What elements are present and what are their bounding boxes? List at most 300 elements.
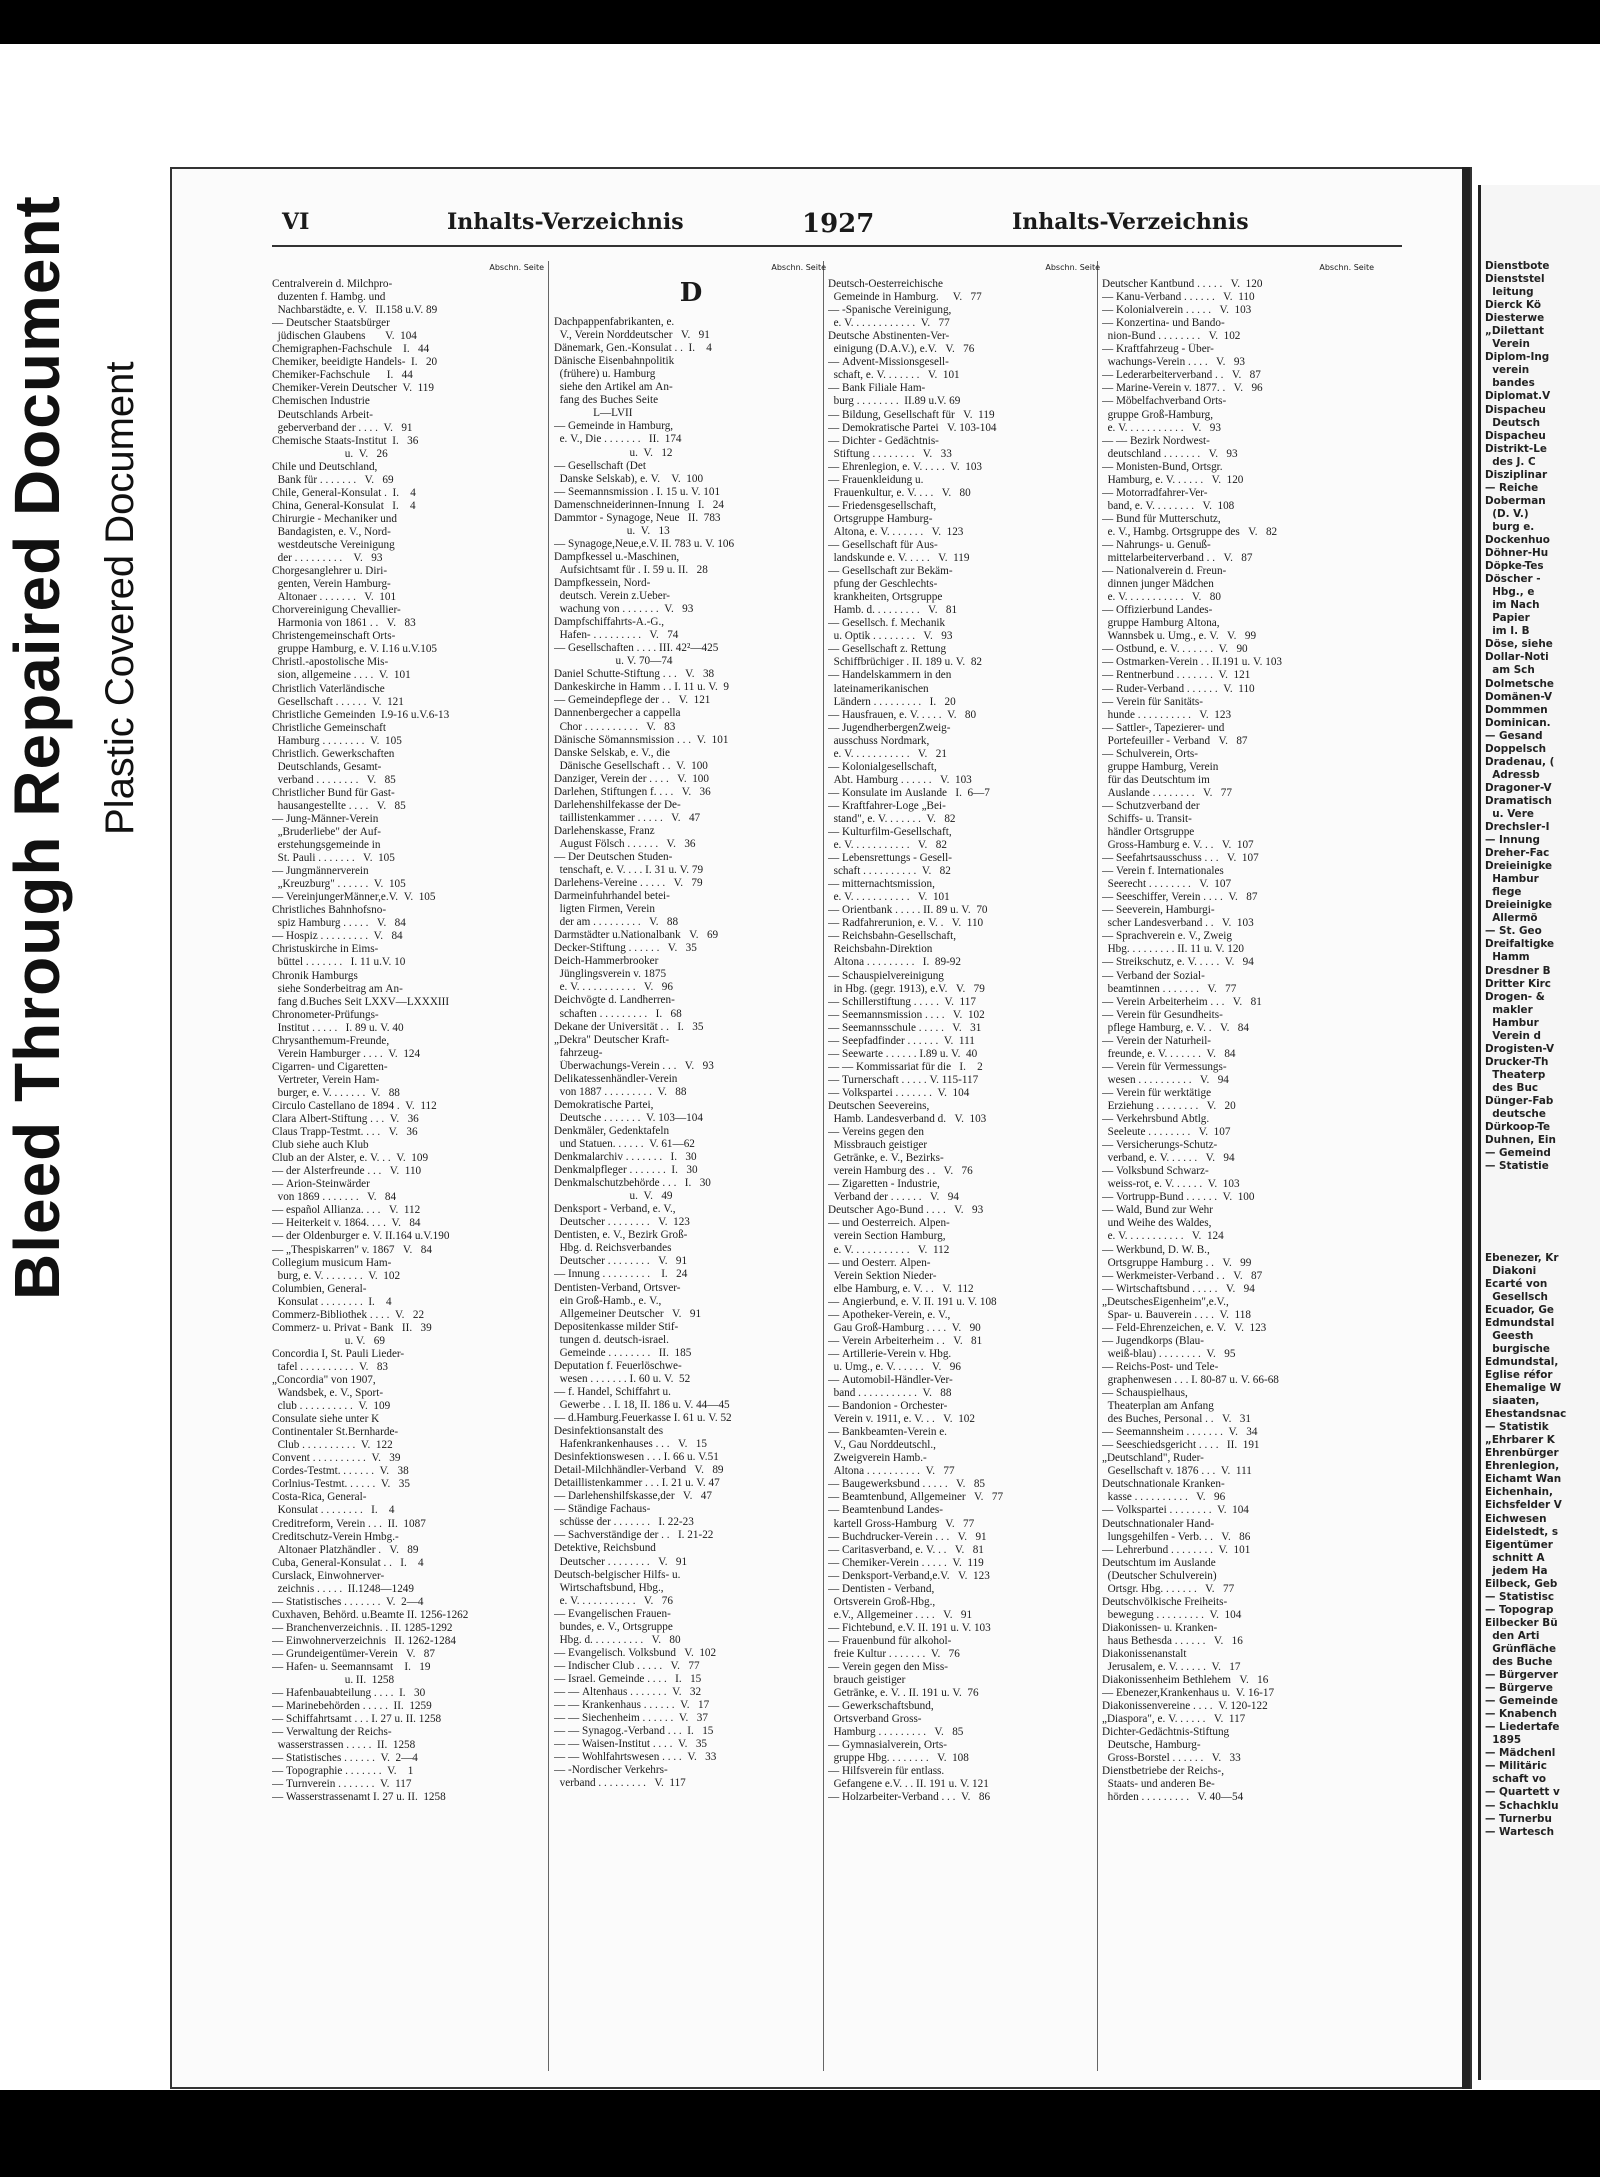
adjacent-entry: — Topograp — [1485, 1603, 1554, 1616]
index-entry: scher Landesverband . . V. 103 — [1102, 917, 1254, 930]
index-entry: Darlehenskasse, Franz — [554, 824, 655, 837]
index-entry: Dachpappenfabrikanten, e. — [554, 316, 675, 329]
index-entry: tenschaft, e. V. . . . I. 31 u. V. 79 — [554, 864, 704, 877]
index-entry: — Darlehenshilfskasse,der V. 47 — [554, 1490, 712, 1503]
adjacent-page — [1478, 185, 1600, 2080]
index-entry: — Arion-Steinwärder — [272, 1178, 370, 1191]
index-entry: tafel . . . . . . . . . . V. 83 — [272, 1360, 389, 1373]
index-entry: Hbg. d. . . . . . . . . . V. 80 — [554, 1633, 681, 1646]
index-entry: — Schauspielhaus, — [1102, 1387, 1188, 1400]
index-entry: — Jungmännerverein — [272, 865, 369, 878]
index-entry: — Frauenbund für alkohol- — [828, 1634, 952, 1647]
index-entry: — Verein Arbeiterheim . . V. 81 — [828, 1334, 983, 1347]
index-entry: — Schutzverband der — [1102, 799, 1200, 812]
index-entry: „Deutschland", Ruder- — [1102, 1452, 1204, 1465]
index-entry: Portefeuiller - Verband V. 87 — [1102, 734, 1248, 747]
index-entry: — Holzarbeiter-Verband . . . V. 86 — [828, 1791, 991, 1804]
adjacent-entry: Allermö — [1485, 912, 1538, 925]
index-entry: — Gemeindepflege der . . V. 121 — [554, 694, 711, 707]
index-entry: Deutsch-Oesterreichische — [828, 278, 943, 291]
index-entry: Delikatessenhändler-Verein — [554, 1072, 678, 1085]
index-entry: Hamburg . . . . . . . . . V. 85 — [828, 1726, 964, 1739]
adjacent-entry: Dominican. — [1485, 716, 1551, 729]
index-entry: wesen . . . . . . . . . . V. 94 — [1102, 1073, 1229, 1086]
index-entry: — Friedensgesellschaft, — [828, 499, 937, 512]
index-entry: Christliche Gemeinschaft — [272, 721, 387, 734]
adjacent-entry: Dienstbote — [1485, 260, 1550, 272]
adjacent-entry: — Schachklu — [1485, 1799, 1559, 1812]
index-entry: — der Oldenburger e. V. II.164 u.V.190 — [272, 1230, 450, 1243]
adjacent-entry: „Ehrbarer K — [1485, 1434, 1555, 1447]
index-entry: — Statistisches . . . . . . V. 2—4 — [272, 1752, 418, 1765]
index-entry: — Volkspartei . . . . . . . . V. 104 — [1102, 1504, 1249, 1517]
index-entry: — Dentisten - Verband, — [828, 1582, 935, 1595]
running-title-right: Inhalts-Verzeichnis — [1012, 209, 1249, 235]
index-entry: Bandagisten, e. V., Nord- — [272, 525, 391, 538]
index-entry: e. V. . . . . . . . . . . . V. 77 — [828, 317, 950, 330]
index-entry: in Hbg. (gegr. 1913), e.V. V. 79 — [828, 982, 985, 995]
index-entry: — Wasserstrassenamt I. 27 u. II. 1258 — [272, 1791, 446, 1804]
adjacent-entry: Eidelstedt, s — [1485, 1525, 1559, 1538]
index-entry: Dänische Sömannsmission . . . V. 101 — [554, 733, 729, 746]
header-rule — [272, 245, 1402, 247]
adjacent-entry: (D. V.) — [1485, 507, 1529, 520]
index-entry: „Bruderliebe" der Auf- — [272, 826, 381, 839]
index-entry: — Caritasverband, e. V. . . V. 81 — [828, 1543, 984, 1556]
index-entry: und Statuen. . . . . . V. 61—62 — [554, 1138, 695, 1150]
index-entry: Hamburg, e. V. . . . . . V. 120 — [1102, 473, 1244, 486]
adjacent-entry: Ehemalige W — [1485, 1382, 1562, 1395]
index-entry: — Dichter - Gedächtnis- — [828, 434, 939, 447]
index-entry: burg, e. V. . . . . . . . V. 102 — [272, 1269, 401, 1282]
index-entry: Altona . . . . . . . . . . V. 77 — [828, 1465, 955, 1478]
index-entry: Centralverein d. Milchpro- — [272, 278, 393, 291]
index-entry: — Kulturfilm-Gesellschaft, — [828, 826, 952, 839]
index-entry: wachungs-Verein . . . . V. 93 — [1102, 356, 1246, 369]
index-entry: lungsgehilfen - Verb. . . V. 86 — [1102, 1530, 1251, 1543]
stamp-plastic-covered: Plastic Covered Document — [98, 361, 142, 835]
index-entry: elbe Hamburg, e. V. . . V. 112 — [828, 1282, 974, 1295]
index-entry: Gemeinde in Hamburg. V. 77 — [828, 291, 982, 304]
index-entry: weiss-rot, e. V. . . . . . V. 103 — [1102, 1178, 1240, 1191]
index-entry: band, e. V. . . . . . . . V. 108 — [1102, 499, 1235, 512]
index-entry: tungen d. deutsch-israel. — [554, 1333, 669, 1346]
running-head — [262, 205, 1452, 239]
index-entry: Chile und Deutschland, — [272, 460, 378, 473]
adjacent-entry — [1485, 1239, 1600, 1252]
index-entry: Christengemeinschaft Orts- — [272, 630, 396, 643]
index-entry: e. V. . . . . . . . . . . V. 80 — [1102, 591, 1221, 604]
index-entry: büttel . . . . . . . I. 11 u.V. 10 — [272, 956, 406, 969]
index-entry: burger, e. V. . . . . . . V. 88 — [272, 1086, 400, 1099]
adjacent-entry: Dierck Kö — [1485, 299, 1542, 312]
index-column-1 — [272, 261, 546, 2081]
index-entry: Jerusalem, e. V. . . . . . V. 17 — [1102, 1661, 1241, 1674]
index-entry: Hafenkrankenhauses . . . V. 15 — [554, 1438, 707, 1451]
index-entry: siehe den Artikel am An- — [554, 381, 673, 394]
index-entry: — Fichtebund, e.V. II. 191 u. V. 103 — [828, 1621, 991, 1634]
index-entry: — Seewarte . . . . . . I.89 u. V. 40 — [828, 1047, 978, 1060]
adjacent-entry: Döpke-Tes — [1485, 560, 1544, 573]
index-entry: Clara Albert-Stiftung . . . V. 36 — [272, 1113, 419, 1126]
index-entry: Altona . . . . . . . . . I. 89-92 — [828, 956, 961, 969]
adjacent-entry: Eigentümer — [1485, 1538, 1553, 1551]
index-entry: Cordes-Testmt. . . . . . . V. 38 — [272, 1465, 409, 1478]
adjacent-entry: — Gesand — [1485, 729, 1543, 742]
adjacent-entry: Dreher-Fac — [1485, 847, 1550, 860]
index-entry: — Der Deutschen Studen- — [554, 850, 673, 863]
index-entry: e. V. . . . . . . . . . . V. 96 — [554, 981, 673, 994]
adjacent-entry: jedem Ha — [1485, 1564, 1548, 1577]
adjacent-entry: Döse, siehe — [1485, 638, 1553, 651]
index-entry: Chemiker-Fachschule I. 44 — [272, 369, 413, 382]
index-entry: — d.Hamburg.Feuerkasse I. 61 u. V. 52 — [554, 1411, 732, 1424]
index-entry: club . . . . . . . . . . V. 109 — [272, 1400, 391, 1413]
adjacent-entry: Disziplinar — [1485, 468, 1548, 481]
index-entry: L—LVII — [554, 407, 633, 420]
index-entry: verband . . . . . . . . V. 85 — [272, 773, 396, 786]
adjacent-entry: schnitt A — [1485, 1551, 1545, 1564]
index-entry: — Evangelischen Frauen- — [554, 1607, 671, 1620]
adjacent-entry: — Gemeinde — [1485, 1695, 1558, 1708]
index-entry: — Feld-Ehrenzeichen, e. V. V. 123 — [1102, 1321, 1267, 1334]
index-entry: — español Allianza. . . . V. 112 — [272, 1204, 421, 1217]
adjacent-entry: Eichenhain, — [1485, 1486, 1553, 1499]
index-entry: — Jugendkorps (Blau- — [1102, 1334, 1204, 1347]
index-entry: u. V. 49 — [554, 1190, 673, 1203]
index-entry: Denkmalschutzbehörde . . . I. 30 — [554, 1177, 711, 1190]
index-entry: — Werkbund, D. W. B., — [1102, 1243, 1210, 1256]
adjacent-entry: bandes — [1485, 377, 1535, 390]
index-entry: Nachbarstädte, e. V. II.158 u.V. 89 — [272, 304, 438, 317]
index-entry: Christlicher Bund für Gast- — [272, 786, 395, 799]
index-entry: — Streikschutz, e. V. . . . . V. 94 — [1102, 956, 1254, 969]
adjacent-entry: Adressb — [1485, 768, 1540, 781]
index-entry: Zweigverein Hamb.- — [828, 1452, 927, 1465]
index-entry: — Rentnerbund . . . . . . . V. 121 — [1102, 669, 1251, 682]
index-entry: — Seeverein, Hamburgi- — [1102, 904, 1215, 917]
adjacent-entry: — Bürgerver — [1485, 1669, 1559, 1682]
index-entry: Deutscher . . . . . . . . V. 123 — [554, 1216, 690, 1229]
index-entry: „DeutschesEigenheim",e.V., — [1102, 1295, 1229, 1308]
index-entry: Dammtor - Synagoge, Neue II. 783 — [554, 511, 721, 524]
adjacent-entry: des Buche — [1485, 1656, 1553, 1669]
index-entry: ligten Firmen, Verein — [554, 903, 655, 916]
index-entry: (frühere) u. Hamburg — [554, 368, 656, 381]
index-entry: Depositenkasse milder Stif- — [554, 1320, 679, 1333]
index-entry: — Statistisches . . . . . . . V. 2—4 — [272, 1595, 424, 1608]
adjacent-entry: Hambur — [1485, 873, 1539, 886]
index-entry: Harmonia von 1861 . . V. 83 — [272, 617, 416, 630]
index-entry: Deutschtum im Auslande — [1102, 1556, 1216, 1569]
index-entry: „Concordia" von 1907, — [272, 1373, 376, 1386]
adjacent-entry: Eilbeck, Geb — [1485, 1577, 1558, 1590]
index-entry: pflege Hamburg, e. V. . V. 84 — [1102, 1021, 1249, 1034]
adjacent-entry: Ecarté von — [1485, 1277, 1548, 1290]
index-entry: Ortsgr. Hbg. . . . . . . V. 77 — [1102, 1582, 1235, 1595]
index-entry: Club an der Alster, e. V. . . V. 109 — [272, 1152, 429, 1165]
adjacent-entry: Geesth — [1485, 1329, 1534, 1342]
index-entry: — Sachverständige der . . I. 21-22 — [554, 1529, 714, 1542]
index-entry: u. V. 12 — [554, 446, 673, 459]
index-entry: Chirurgie - Mechaniker und — [272, 512, 397, 525]
index-entry: — „Thespiskarren" v. 1867 V. 84 — [272, 1243, 432, 1256]
adjacent-entry: Domänen-V — [1485, 690, 1553, 703]
index-entry: Desinfektionsanstalt des — [554, 1425, 664, 1438]
index-entry: Gesellschaft v. 1876 . . . V. 111 — [1102, 1465, 1252, 1478]
index-entry: — Demokratische Partei V. 103-104 — [828, 421, 997, 434]
adjacent-entry: schaft vo — [1485, 1773, 1547, 1786]
adjacent-entry: Verein — [1485, 338, 1530, 351]
index-entry: wasserstrassen . . . . . II. 1258 — [272, 1739, 416, 1752]
adjacent-entry: Diesterwe — [1485, 312, 1545, 325]
adjacent-entry: Edmundstal — [1485, 1316, 1555, 1329]
index-entry: u. Optik . . . . . . . . V. 93 — [828, 630, 953, 643]
index-entry: Dankeskirche in Hamm . . I. 11 u. V. 9 — [554, 681, 729, 694]
adjacent-entry: — Wartesch — [1485, 1825, 1554, 1838]
column-head: Abschn. Seite — [771, 263, 826, 272]
index-entry: — Konzertina- und Bando- — [1102, 317, 1225, 330]
adjacent-entry: Dreifaltigke — [1485, 938, 1555, 951]
adjacent-entry: — Reiche — [1485, 481, 1539, 494]
index-entry: freunde, e. V. . . . . . . V. 84 — [1102, 1047, 1236, 1060]
index-column-2 — [554, 261, 828, 2081]
index-entry: schüsse der . . . . . . . I. 22-23 — [554, 1516, 694, 1529]
adjacent-entry — [1485, 1186, 1600, 1199]
index-entry: Danske Selskab), e. V. V. 100 — [554, 472, 704, 485]
scan-bottom-border — [0, 2090, 1600, 2177]
adjacent-entry: des Buc — [1485, 1081, 1538, 1094]
index-entry: — Buchdrucker-Verein . . . V. 91 — [828, 1530, 987, 1543]
index-entry: — Branchenverzeichnis. . II. 1285-1292 — [272, 1621, 453, 1634]
index-entry: Gau Groß-Hamburg . . . . V. 90 — [828, 1321, 981, 1334]
index-entry: Commerz-Bibliothek . . . . V. 22 — [272, 1308, 425, 1321]
index-entry: Cuba, General-Konsulat . . I. 4 — [272, 1556, 424, 1569]
index-entry: Deutschnationaler Hand- — [1102, 1517, 1215, 1530]
index-entry: u. V. 69 — [272, 1334, 385, 1347]
index-entry: Jünglingsverein v. 1875 — [554, 968, 667, 981]
index-page — [262, 205, 1452, 2065]
index-entry: Gesellschaft . . . . . . V. 121 — [272, 695, 404, 708]
index-entry: Christlich. Gewerkschaften — [272, 747, 395, 760]
index-entry: — Turnerschaft . . . . . V. 115-117 — [828, 1073, 979, 1086]
adjacent-entry: Theaterp — [1485, 1068, 1546, 1081]
index-entry: Concordia I, St. Pauli Lieder- — [272, 1347, 405, 1360]
index-entry: Überwachungs-Verein . . . V. 93 — [554, 1059, 714, 1072]
index-entry: Club siehe auch Klub — [272, 1139, 369, 1152]
index-entry: Deutschvölkische Freiheits- — [1102, 1595, 1228, 1608]
index-entry: — Beamtenbund Landes- — [828, 1504, 943, 1517]
index-entry: — Handelskammern in den — [828, 669, 952, 682]
adjacent-entry: Hbg., e — [1485, 586, 1535, 599]
index-entry: gruppe Hamburg, Verein — [1102, 760, 1219, 773]
index-entry: Altonaer . . . . . . . V. 101 — [272, 591, 397, 604]
index-entry: Diakonissenheim Bethlehem V. 16 — [1102, 1674, 1269, 1687]
adjacent-entry — [1485, 1225, 1600, 1238]
index-entry: Christl.-apostolische Mis- — [272, 656, 389, 669]
index-entry: Chemische Staats-Institut I. 36 — [272, 434, 419, 447]
index-entry: Dannenbergecher a cappella — [554, 707, 681, 720]
adjacent-entry: Döscher - — [1485, 573, 1541, 586]
index-entry: westdeutsche Vereinigung — [272, 538, 395, 551]
index-entry: kartell Gross-Hamburg V. 77 — [828, 1517, 975, 1530]
index-entry: hunde . . . . . . . . . . V. 123 — [1102, 708, 1232, 721]
index-entry: Darlehens-Vereine . . . . . V. 79 — [554, 877, 703, 890]
adjacent-entry: Ehrenbürger — [1485, 1447, 1559, 1460]
index-entry: — Orientbank . . . . . II. 89 u. V. 70 — [828, 904, 988, 917]
index-entry: — Verein für werktätige — [1102, 1086, 1212, 1099]
adjacent-entry: — Statistik — [1485, 1421, 1549, 1434]
index-entry: „Diaspora", e. V. . . . . . V. 117 — [1102, 1713, 1246, 1726]
index-entry: Cigarren- und Cigaretten- — [272, 1060, 388, 1073]
index-entry: Ortsverband Gross- — [828, 1713, 922, 1726]
index-entry: — Kolonialgesellschaft, — [828, 760, 937, 773]
index-entry: — Kraftfahrzeug - Über- — [1102, 343, 1214, 356]
index-entry: — Gesellschaft zur Bekäm- — [828, 565, 953, 578]
index-entry: Dentisten, e. V., Bezirk Groß- — [554, 1229, 688, 1242]
index-entry: — Nationalverein d. Freun- — [1102, 565, 1227, 578]
index-entry: fang d.Buches Seit LXXV—LXXXIII — [272, 995, 450, 1008]
index-entry: für das Deutschtum im — [1102, 773, 1210, 786]
adjacent-entry: Dünger-Fab — [1485, 1095, 1554, 1107]
adjacent-entry: — Militäric — [1485, 1760, 1547, 1773]
index-entry: burg . . . . . . . . II.89 u.V. 69 — [828, 395, 961, 408]
adjacent-entry: Doppelsch — [1485, 742, 1546, 755]
index-entry: — Gesellsch. f. Mechanik — [828, 617, 946, 630]
index-entry: Creditreform, Verein . . . II. 1087 — [272, 1517, 426, 1530]
index-entry: — Gesellschaft für Aus- — [828, 538, 938, 551]
index-entry: Deichvögte d. Landherren- — [554, 994, 675, 1007]
index-entry: u. Umg., e. V. . . . . . V. 96 — [828, 1360, 961, 1373]
adjacent-entry: Drogisten-V — [1485, 1042, 1555, 1055]
index-entry: Ortsgruppe Hamburg- — [828, 512, 933, 525]
adjacent-entry: des J. C — [1485, 455, 1536, 468]
index-entry: — — Waisen-Institut . . . . V. 35 — [554, 1738, 708, 1751]
index-entry: — Marinebehörden . . . . . II. 1259 — [272, 1700, 432, 1713]
index-entry: e. V., Die . . . . . . . II. 174 — [554, 433, 682, 446]
adjacent-entry: — Mädchenl — [1485, 1747, 1556, 1760]
adjacent-entry: — Liedertafe — [1485, 1721, 1560, 1734]
index-entry: — Radfahrerunion, e. V. . V. 110 — [828, 917, 984, 930]
index-entry: — Verband der Sozial- — [1102, 969, 1205, 982]
index-entry: e. V. . . . . . . . . . . V. 93 — [1102, 421, 1221, 434]
index-entry: — — Wohlfahrtswesen . . . . V. 33 — [554, 1751, 717, 1764]
index-entry: — Grundeigentümer-Verein V. 87 — [272, 1647, 435, 1660]
index-entry: — Versicherungs-Schutz- — [1102, 1139, 1218, 1152]
index-entry: — Seemannsschule . . . . . V. 31 — [828, 1021, 982, 1034]
adjacent-entry: Eichsfelder V — [1485, 1499, 1562, 1512]
index-entry: deutschland . . . . . . . V. 93 — [1102, 447, 1238, 460]
index-entry: — Sattler-, Tapezierer- und — [1102, 721, 1225, 734]
index-entry: mittelarbeiterverband . . V. 87 — [1102, 552, 1253, 565]
index-entry: Verein Hamburger . . . . V. 124 — [272, 1047, 421, 1060]
index-entry: von 1887 . . . . . . . . . V. 88 — [554, 1085, 687, 1098]
index-entry: Gewerbe . . I. 18, II. 186 u. V. 44—45 — [554, 1398, 730, 1411]
index-entry: genten, Verein Hamburg- — [272, 578, 391, 591]
index-entry: — Gewerkschaftsbund, — [828, 1700, 934, 1713]
index-entry: — Chemiker-Verein . . . . . V. 119 — [828, 1556, 984, 1569]
index-entry: — — Siechenheim . . . . . . V. 37 — [554, 1712, 708, 1725]
adjacent-entry: Hambur — [1485, 1016, 1539, 1029]
index-entry: Theaterplan am Anfang — [1102, 1400, 1214, 1413]
index-entry: Deputation f. Feuerlöschwe- — [554, 1359, 682, 1372]
index-entry: — Angierbund, e. V. II. 191 u. V. 108 — [828, 1295, 997, 1308]
index-entry: — Nahrungs- u. Genuß- — [1102, 538, 1211, 551]
index-column-4 — [1102, 261, 1376, 2081]
index-entry: hausangestellte . . . . V. 85 — [272, 799, 406, 812]
index-entry: Deutschlands Arbeit- — [272, 408, 373, 421]
index-entry: — -Spanische Vereinigung, — [828, 304, 952, 317]
adjacent-entry: Dispacheu — [1485, 429, 1546, 442]
index-entry: Club . . . . . . . . . . V. 122 — [272, 1439, 393, 1452]
index-entry: Chorgesanglehrer u. Diri- — [272, 565, 388, 578]
index-entry: Chemiker, beeidigte Handels- I. 20 — [272, 356, 438, 369]
index-entry: graphenwesen . . . I. 80-87 u. V. 66-68 — [1102, 1373, 1279, 1386]
index-entry: Hamb. d. . . . . . . . . V. 81 — [828, 604, 958, 617]
index-entry: — Synagoge,Neue,e.V. II. 783 u. V. 106 — [554, 537, 735, 550]
index-entry: Chemigraphen-Fachschule I. 44 — [272, 343, 430, 356]
index-entry: der . . . . . . . . . V. 93 — [272, 552, 383, 565]
index-entry: — Verein für Vermessungs- — [1102, 1060, 1227, 1073]
index-entry: Wandsbek, e. V., Sport- — [272, 1387, 384, 1400]
index-entry: — Verein für Gesundheits- — [1102, 1008, 1223, 1021]
index-entry: Getränke, e. V. . II. 191 u. V. 76 — [828, 1687, 979, 1700]
index-entry: — Frauenkleidung u. — [828, 473, 924, 486]
index-entry: Ländern . . . . . . . . . I. 20 — [828, 695, 956, 708]
index-entry: — Vereins gegen den — [828, 1126, 924, 1139]
index-entry: Spar- u. Bauverein . . . . V. 118 — [1102, 1308, 1251, 1321]
index-entry: — Ständige Fachaus- — [554, 1503, 651, 1516]
index-entry: pfung der Geschlechts- — [828, 578, 938, 591]
index-entry: bundes, e. V., Ortsgruppe — [554, 1620, 673, 1633]
adjacent-entry: Dockenhuo — [1485, 533, 1550, 546]
index-entry: Gross-Hamburg e. V. . . V. 107 — [1102, 839, 1254, 852]
adjacent-entry: Dradenau, ( — [1485, 755, 1555, 768]
year-heading: 1927 — [802, 209, 875, 239]
index-entry: — JugendherbergenZweig- — [828, 721, 951, 734]
index-entry: Dentisten-Verband, Ortsver- — [554, 1281, 681, 1294]
index-entry: Deutscher Ago-Bund . . . . V. 93 — [828, 1204, 984, 1217]
index-entry: schaft, e. V. . . . . . . V. 101 — [828, 369, 960, 382]
index-entry: Dampfschiffahrts-A.-G., — [554, 616, 665, 629]
index-entry: Darmeinfuhrhandel betei- — [554, 890, 670, 903]
index-entry: — Gesellschaften . . . . III. 42²—425 — [554, 642, 719, 655]
index-entry: Deutsche, Hamburg- — [1102, 1739, 1201, 1752]
index-entry: Dichter-Gedächtnis-Stiftung — [1102, 1726, 1230, 1739]
index-entry: — VereinjungerMänner,e.V. V. 105 — [272, 891, 436, 904]
index-entry: Ortsverein Groß-Hbg., — [828, 1595, 936, 1608]
column-rule — [548, 261, 549, 2071]
index-entry: händler Ortsgruppe — [1102, 826, 1195, 839]
index-entry: — Seemannsheim . . . . . . . V. 34 — [1102, 1426, 1258, 1439]
index-entry: nion-Bund . . . . . . . . V. 102 — [1102, 330, 1241, 343]
index-entry: August Fölsch . . . . . . V. 36 — [554, 837, 696, 850]
index-entry: e.V., Allgemeiner . . . . V. 91 — [828, 1608, 973, 1621]
index-entry: siehe Sonderbeitrag am An- — [272, 982, 403, 995]
adjacent-entry: den Arti — [1485, 1629, 1540, 1642]
index-entry: Konsulat . . . . . . . . I. 4 — [272, 1295, 392, 1308]
adjacent-entry: Dollar-Noti — [1485, 651, 1549, 664]
index-entry: brauch geistiger — [828, 1674, 906, 1687]
index-entry: — Bankbeamten-Verein e. — [828, 1426, 947, 1439]
adjacent-entry: — Quartett v — [1485, 1786, 1560, 1799]
index-entry: — Verein f. Internationales — [1102, 865, 1224, 878]
index-entry: — Einwohnerverzeichnis II. 1262-1284 — [272, 1634, 456, 1647]
index-entry: zeichnis . . . . . II.1248—1249 — [272, 1582, 414, 1595]
index-entry: Altona, e. V. . . . . . . V. 123 — [828, 525, 964, 538]
index-entry: Darmstädter u.Nationalbank V. 69 — [554, 929, 719, 942]
index-entry: stand", e. V. . . . . . . V. 82 — [828, 812, 956, 825]
